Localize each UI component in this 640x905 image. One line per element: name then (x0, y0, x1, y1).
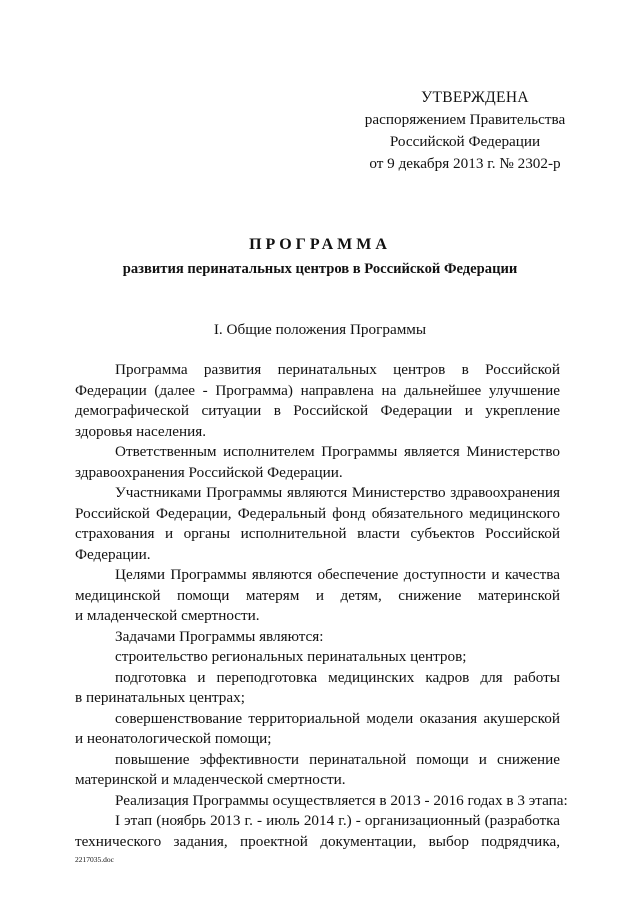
approval-stamp (330, 87, 600, 175)
body-line: Программа развития перинатальных центров в Российской (115, 361, 560, 378)
body-line: строительство региональных перинатальных центров; (115, 648, 467, 665)
body-line: и неонатологической помощи; (75, 730, 272, 747)
body-line: Российской Федерации, Федеральный фонд обязательного медицинского (75, 504, 560, 522)
body-line: и младенческой смертности. (75, 607, 260, 624)
body-line: Федерации (далее - Программа) направлена на дальнейшее улучшение (75, 381, 560, 399)
approval-heading: УТВЕРЖДЕНА (421, 89, 529, 106)
approval-line: распоряжением Правительства (364, 111, 566, 128)
approval-line: от 9 декабря 2013 г. № 2302-р (369, 155, 561, 172)
body-line: подготовка и переподготовка медицинских кадров для работы (115, 668, 560, 686)
body-line: материнской и младенческой смертности. (75, 771, 346, 788)
document-subtitle: развития перинатальных центров в Российской Федерации (122, 261, 518, 277)
body-line: здравоохранения Российской Федерации. (75, 463, 343, 481)
body-line: Задачами Программы являются: (115, 627, 324, 645)
body-line: технического задания, проектной документации, выбор подрядчика, (75, 832, 560, 850)
body-line: Федерации. (75, 545, 151, 563)
approval-line: Российской Федерации (389, 133, 541, 150)
body-line: I этап (ноябрь 2013 г. - июль 2014 г.) - организационный (разработка (115, 812, 560, 829)
body-line: демографической ситуации в Российской Федерации и укрепление (75, 402, 560, 419)
body-line: совершенствование территориальной модели оказания акушерской (115, 709, 560, 727)
body-line: Участниками Программы являются Министерство здравоохранения (115, 484, 560, 501)
file-name-footer: 2217035.doc (75, 855, 114, 864)
body-line: здоровья населения. (75, 422, 207, 440)
body-line: медицинской помощи матерям и детям, снижение материнской (75, 586, 560, 604)
body-line: Ответственным исполнителем Программы является Министерство (115, 443, 560, 460)
body-line: Целями Программы являются обеспечение доступности и качества (115, 566, 560, 583)
document-title: ПРОГРАММА (249, 236, 391, 253)
body-line: Реализация Программы осуществляется в 2013 - 2016 годах в 3 этапа: (115, 791, 568, 809)
body-line: в перинатальных центрах; (75, 689, 245, 706)
body-line: повышение эффективности перинатальной помощи и снижение (115, 750, 560, 768)
body-text (75, 360, 568, 852)
body-line: страхования и органы исполнительной власти субъектов Российской (75, 525, 560, 542)
section-heading: I. Общие положения Программы (213, 321, 427, 338)
